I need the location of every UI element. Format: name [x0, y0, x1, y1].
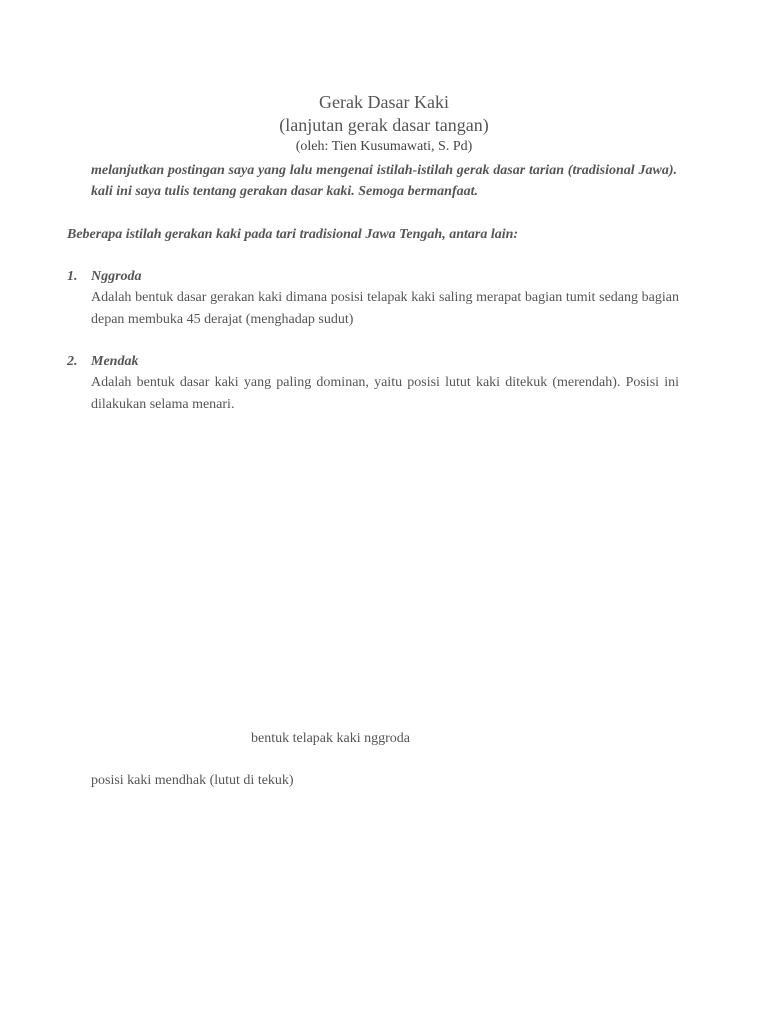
document-title: Gerak Dasar Kaki — [319, 92, 449, 112]
figure-caption-nggroda: bentuk telapak kaki nggroda — [251, 731, 411, 746]
document-author: (oleh: Tien Kusumawati, S. Pd) — [295, 139, 473, 154]
list-item-number: 1. — [67, 269, 78, 284]
list-item-term: Mendak — [91, 354, 139, 369]
intro-paragraph: melanjutkan postingan saya yang lalu mengenai istilah-istilah gerak dasar tarian (tradisional Jawa). kali ini saya tulis tentang gerakan dasar kaki. Semoga bermanfaat. — [91, 163, 677, 199]
list-item-heading — [67, 351, 679, 372]
list-item — [67, 351, 679, 416]
list-item — [67, 266, 679, 331]
list-item-term: Nggroda — [91, 269, 142, 284]
list-item-description: Adalah bentuk dasar kaki yang paling dominan, yaitu posisi lutut kaki ditekuk (merendah). Posisi ini dilakukan selama menari. — [91, 375, 679, 412]
figure-caption-mendhak: posisi kaki mendhak (lutut di tekuk) — [91, 773, 294, 788]
list-item-number: 2. — [67, 354, 78, 369]
list-item-heading — [67, 266, 679, 287]
lead-sentence: Beberapa istilah gerakan kaki pada tari tradisional Jawa Tengah, antara lain: — [67, 227, 519, 242]
list-item-description: Adalah bentuk dasar gerakan kaki dimana posisi telapak kaki saling merapat bagian tumit sedang bagian depan membuka 45 derajat (menghadap sudut) — [91, 290, 679, 327]
document-subtitle: (lanjutan gerak dasar tangan) — [279, 115, 489, 135]
